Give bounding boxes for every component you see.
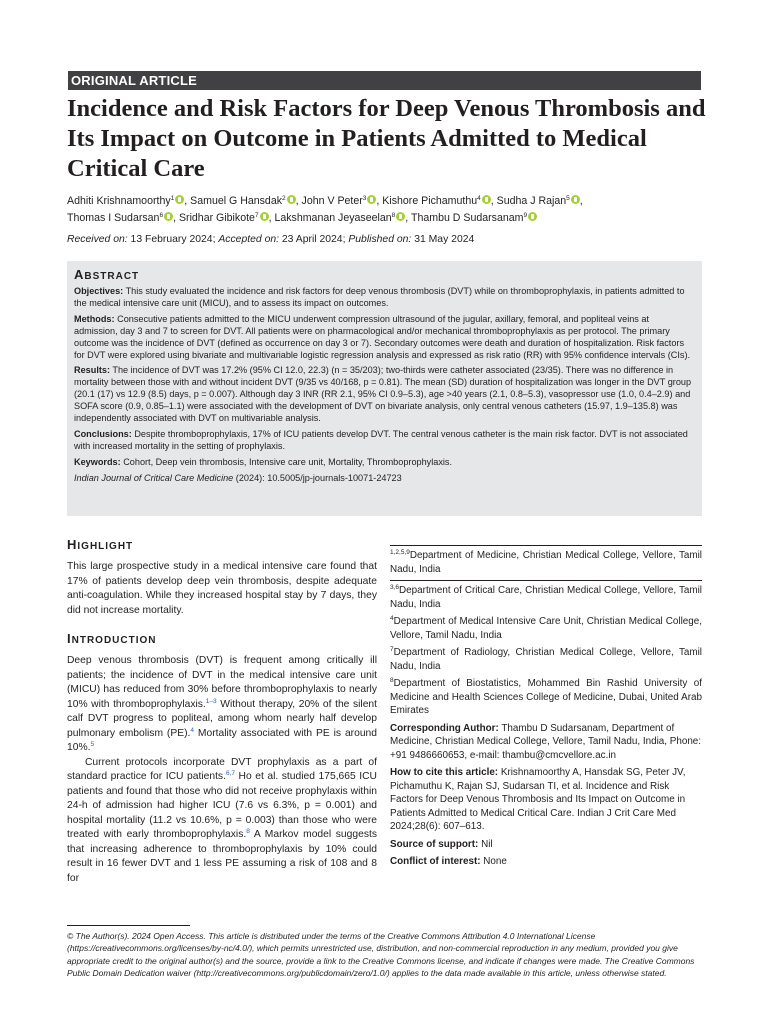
affiliation: $^7$Department of Radiology, Christian Medical College, Vellore, Tamil Nadu, India [390,646,702,672]
abstract-heading: ABSTRACT [74,267,140,282]
abstract-box [67,261,702,516]
orcid-icon[interactable] [175,195,184,204]
author[interactable]: John V Peter$^3$ [302,195,377,207]
license-footer [67,925,703,979]
highlight-heading: HIGHLIGHT [67,537,134,552]
author[interactable]: Kishore Pichamuthu$^4$ [382,195,490,207]
author[interactable]: Lakshmanan Jeyaseelan$^8$ [274,212,405,224]
author[interactable]: Thambu D Sudarsanam$^9$ [411,212,537,224]
author-list: Adhiti Krishnamoorthy$^1$ , Samuel G Hansdak$^2$ , John V Peter$^3$ , Kishore Pichamuthu$^4$ , Sudha J Rajan$^5$ , Thomas I Sudarsan$^6$ , Sridhar Gibikote$^7$ , Lakshmanan Jeyaseelan$^8$ , Thambu D Sudarsanam$^9$ [67,195,583,224]
article-type-badge: ORIGINAL ARTICLE [68,71,701,90]
orcid-icon[interactable] [260,212,269,221]
divider [390,545,702,546]
author[interactable]: Adhiti Krishnamoorthy$^1$ [67,195,184,207]
affiliation: $^4$Department of Medical Intensive Care Unit, Christian Medical College, Vellore, Tamil Nadu, India [390,615,702,641]
abstract-results: Results: The incidence of DVT was 17.2% (95% CI 12.0, 22.3) (n = 35/203); two-thirds were catheter associated (23/35). There was no difference in mortality between those with and without incident DVT (9/35 vs 40/168, p = 0.81). The mean (SD) duration of hospitalization was longer in the DVT group (20.1 (17) vs 12.9 (8.5) days, p = 0.007). Although day 3 INR (RR 2.1, 95% CI 0.9–5.3), age >40 years (2.1, 0.8–5.3), vasopressor use (1.0, 0.4–2.9) and SOFA score (0.9, 0.85–1.1) were associated with the development of DVT on bivariate analysis, only central venous catheters (15.97, 1.9–135.8) was independently associated with DVT on multivariable analysis. [74,365,692,424]
left-column [67,537,377,886]
abstract-keywords: Keywords: Cohort, Deep vein thrombosis, Intensive care unit, Mortality, Thromboprophylaxis. [74,456,453,467]
conflict-of-interest: Conflict of interest: None [390,856,507,867]
author[interactable]: Sudha J Rajan$^5$ [497,195,580,207]
right-column [390,545,702,873]
orcid-icon[interactable] [571,195,580,204]
abstract-objectives: Objectives: This study evaluated the incidence and risk factors for deep venous thrombosis (DVT) while on thromboprophylaxis, in patients admitted to the medical intensive care unit (MICU), and to assess its impact on outcomes. [74,286,685,308]
abstract-citation: Indian Journal of Critical Care Medicine (2024): 10.5005/jp-journals-10071-24723 [74,472,402,483]
highlight-text: This large prospective study in a medical intensive care found that 17% of patients develop deep vein thrombosis, despite adequate anti-coagulation. While they increased hospital stay by 7 days, they did not increase mortality. [67,561,377,616]
reference-link[interactable]: 5 [90,741,95,748]
abstract-methods: Methods: Consecutive patients admitted to the MICU underwent compression ultrasound of the jugular, axillary, femoral, and popliteal veins at admission, day 3 and 7 to screen for DVT. All patients were on pharmacological and/or mechanical thromboprophylaxis as per protocol. The primary outcome was the incidence of DVT (defined as occurrence on day 3 or 7). Secondary outcomes were death and duration of hospitalization. Risk factors for DVT were explored using bivariate and multivariable logistic regression analysis and expressed as risk ratio (RR) with 95% confidence intervals (CIs). [74,313,691,360]
footer-divider [67,925,190,926]
source-of-support: Source of support: Nil [390,838,493,850]
reference-link[interactable]: 4 [190,726,194,734]
corresponding-author: Corresponding Author: Thambu D Sudarsanam, Department of Medicine, Christian Medical College, Vellore, Tamil Nadu, India, Phone: +91 9486660653, e-mail: thambu@cmcvellore.ac.in [390,722,702,761]
reference-link[interactable]: 8 [246,828,250,835]
affiliation: $^{1,2,5,9}$Department of Medicine, Christian Medical College, Vellore, Tamil Nadu, India [390,549,702,575]
license-text: © The Author(s). 2024 Open Access. This article is distributed under the terms of the Creative Commons Attribution 4.0 International License (https://creativecommons.org/licenses/by-nc/4.0/), which permits unrestricted use, distribution, and non-commercial reproduction in any medium, provided you give appropriate credit to the original author(s) and the source, provide a link to the Creative Commons license, and indicate if changes were made. The Creative Commons Public Domain Dedication waiver (http://creativecommons.org/publicdomain/zero/1.0/) applies to the data made available in this article, unless otherwise stated. [67,931,695,978]
orcid-icon[interactable] [396,212,405,221]
reference-link[interactable]: 6,7 [225,770,235,777]
affiliation: $^{3,6}$Department of Critical Care, Christian Medical College, Vellore, Tamil Nadu, India [390,584,702,610]
orcid-icon[interactable] [367,195,376,204]
how-to-cite: How to cite this article: Krishnamoorthy A, Hansdak SG, Peter JV, Pichamuthu K, Rajan SJ, Sudarsan TI, et al. Incidence and Risk Factors for Deep Venous Thrombosis and Its Impact on Outcome in Patients Admitted to Medical Critical Care. Indian J Crit Care Med 2024;28(6): 607–613. [390,767,686,832]
orcid-icon[interactable] [482,195,491,204]
affiliation: $^8$Department of Biostatistics, Mohammed Bin Rashid University of Medicine and Health Sciences College of Medicine, Dubai, United Arab Emirates [390,677,702,716]
orcid-icon[interactable] [287,195,296,204]
author[interactable]: Thomas I Sudarsan$^6$ [67,212,173,224]
publication-dates: Received on: 13 February 2024; Accepted on: 23 April 2024; Published on: 31 May 2024 [67,234,475,245]
reference-link[interactable]: 1–3 [205,697,217,705]
orcid-icon[interactable] [528,212,537,221]
introduction-paragraph: Deep venous thrombosis (DVT) is frequent among critically ill patients; the incidence of DVT in the medical intensive care unit (MICU) has reduced from 30% before thromboprophylaxis to nearly 10% with thromboprophylaxis.$^{1-3}$ Without therapy, 20% of the silent calf DVT progress to popliteal, among whom nearly half develop pulmonary embolism (PE).$^4$ Mortality associated with PE is around 10%.$^5$ [67,655,378,753]
divider [390,580,702,581]
introduction-paragraph: Current protocols incorporate DVT prophylaxis as a part of standard practice for ICU patients.$^{6,7}$ Ho et al. studied 175,665 ICU patients and found that those who did not receive prophylaxis within 24-h of admission had higher ICU (7.6 vs 6.3%, p = 0.001) and hospital mortality (11.2 vs 10.6%, p = 0.003) than those who were treated with early thromboprophylaxis.$^8$ A Markov model suggests that increasing adherence to thromboprophylaxis by 10% could result in 16 fewer DVT and 1 less PE assuming a risk of 108 and 8 for [67,756,377,884]
article-title: Incidence and Risk Factors for Deep Venous Thrombosis and Its Impact on Outcome in Patients Admitted to Medical Critical Care [67,95,706,182]
introduction-heading: INTRODUCTION [67,631,157,646]
author[interactable]: Samuel G Hansdak$^2$ [190,195,295,207]
author[interactable]: Sridhar Gibikote$^7$ [179,212,269,224]
orcid-icon[interactable] [164,212,173,221]
abstract-conclusions: Conclusions: Despite thromboprophylaxis, 17% of ICU patients develop DVT. The central venous catheter is the main risk factor. DVT is not associated with increased mortality in the setting of prophylaxis. [74,428,688,451]
